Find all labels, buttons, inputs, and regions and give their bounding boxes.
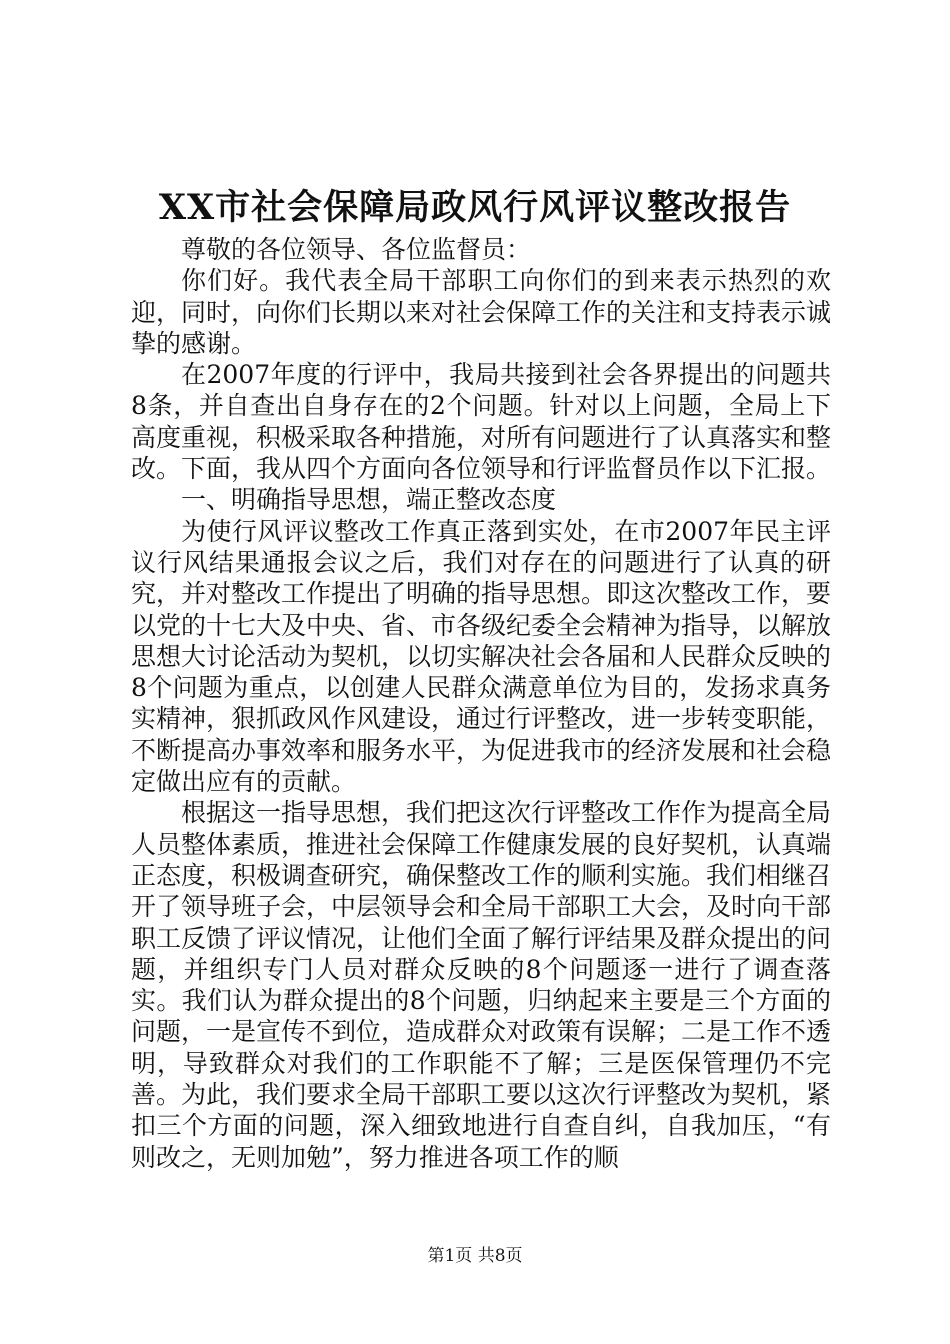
overview-paragraph: 在2007年度的行评中，我局共接到社会各界提出的问题共8条，并自查出自身存在的2个问题。针对以上问题，全局上下高度重视，积极采取各种措施，对所有问题进行了认真落实和整改。下面，我从四个方面向各位领导和行评监督员作以下汇报。 — [131, 360, 832, 484]
page-number-footer: 第1页 共8页 — [427, 1246, 523, 1266]
body-paragraph: 为使行风评议整改工作真正落到实处，在市2007年民主评议行风结果通报会议之后，我们对存在的问题进行了认真的研究，并对整改工作提出了明确的指导思想。即这次整改工作，要以党的十七大及中央、省、市各级纪委全会精神为指导，以解放思想大讨论活动为契机，以切实解决社会各届和人民群众反映的8个问题为重点，以创建人民群众满意单位为目的，发扬求真务实精神，狠抓政风作风建设，通过行评整改，进一步转变职能，不断提高办事效率和服务水平，为促进我市的经济发展和社会稳定做出应有的贡献。 — [131, 516, 832, 797]
body-paragraph: 根据这一指导思想，我们把这次行评整改工作作为提高全局人员整体素质，推进社会保障工作健康发展的良好契机，认真端正态度，积极调查研究，确保整改工作的顺利实施。我们相继召开了领导班子会，中层领导会和全局干部职工大会，及时向干部职工反馈了评议情况，让他们全面了解行评结果及群众提出的问题，并组织专门人员对群众反映的8个问题逐一进行了调查落实。我们认为群众提出的8个问题，归纳起来主要是三个方面的问题，一是宣传不到位，造成群众对政策有误解；二是工作不透明，导致群众对我们的工作职能不了解；三是医保管理仍不完善。为此，我们要求全局干部职工要以这次行评整改为契机，紧扣三个方面的问题，深入细致地进行自查自纠，自我加压，“有则改之，无则加勉”，努力推进各项工作的顺 — [131, 798, 832, 1172]
greeting-paragraph: 你们好。我代表全局干部职工向你们的到来表示热烈的欢迎，同时，向你们长期以来对社会保障工作的关注和支持表示诚挚的感谢。 — [131, 266, 832, 358]
document-body — [131, 234, 831, 1173]
document-title: XX市社会保障局政风行风评议整改报告 — [158, 187, 792, 228]
salutation-paragraph: 尊敬的各位领导、各位监督员： — [181, 235, 532, 264]
section-heading: 一、明确指导思想，端正整改态度 — [181, 485, 557, 515]
